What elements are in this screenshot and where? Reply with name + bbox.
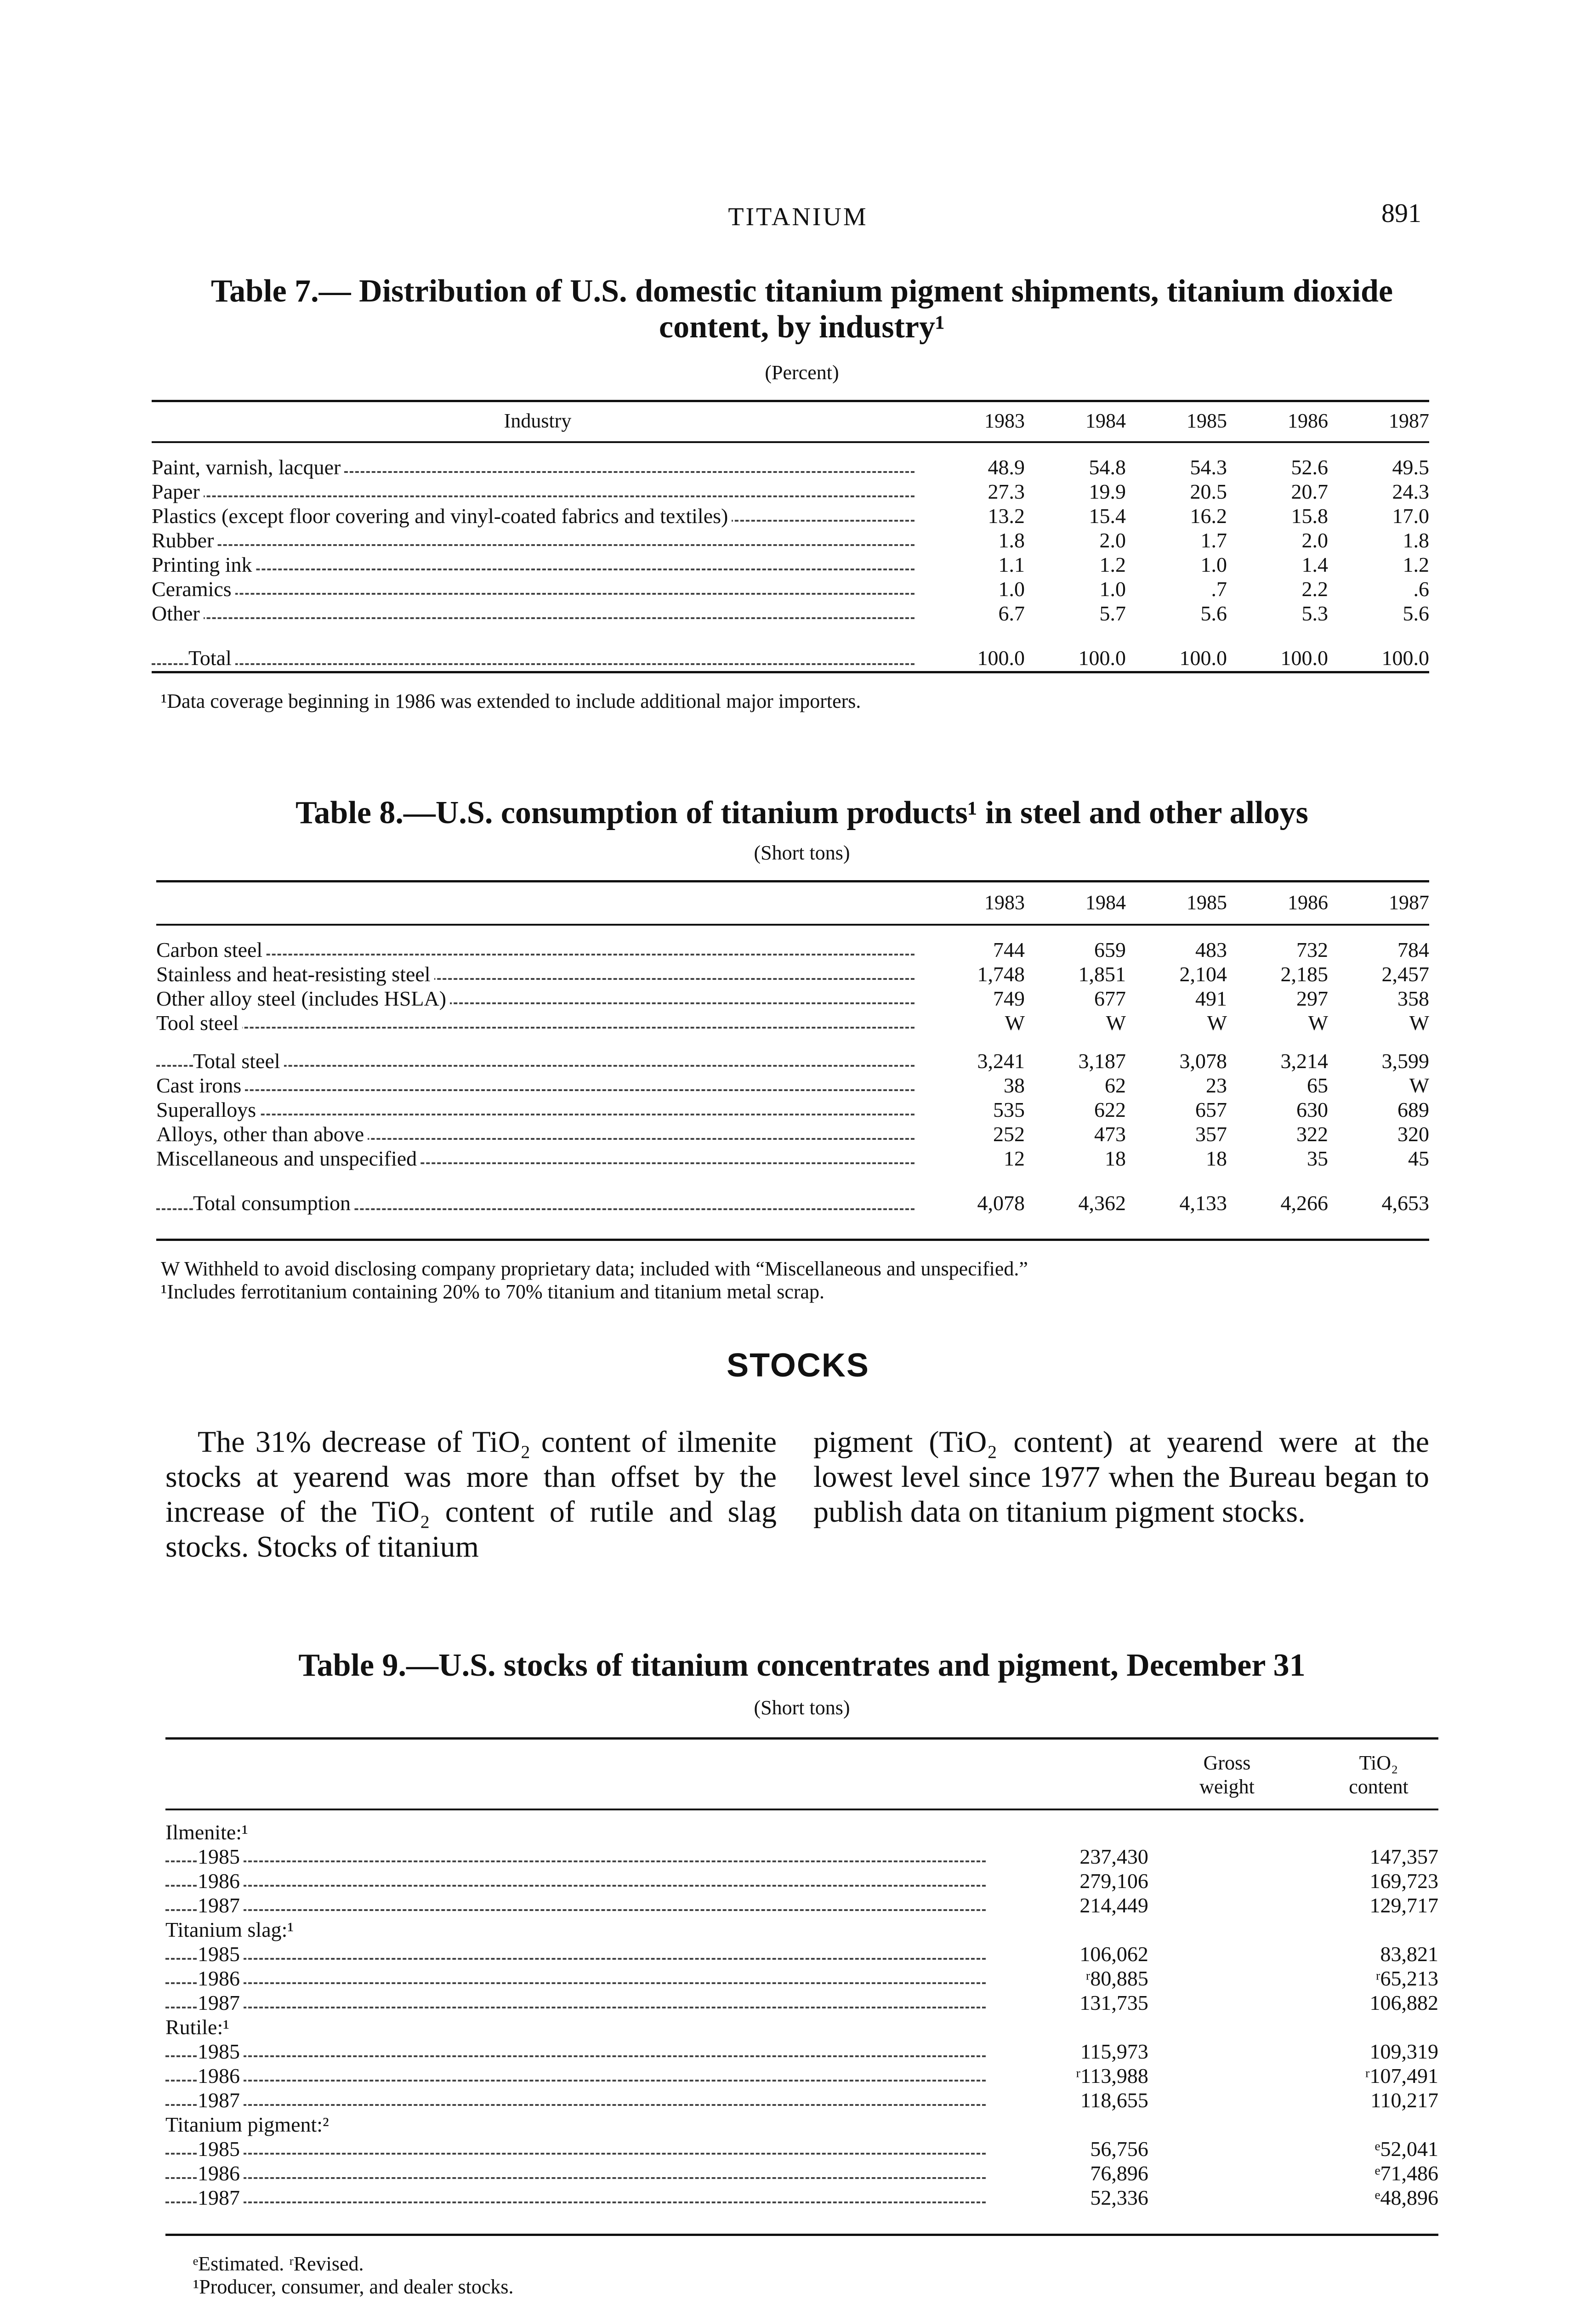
table9-unit: (Short tons) (754, 1696, 850, 1719)
table9-footnote-e-r: ᵉEstimated. ʳRevised. (193, 2252, 364, 2275)
cell-value: 62 (1105, 1074, 1126, 1097)
table9-year (165, 1893, 995, 1917)
cell-value: 3,599 (1381, 1049, 1429, 1073)
spacer-cell (156, 1035, 1429, 1049)
row-label (152, 479, 924, 504)
table9-year-text: 1987 (198, 1991, 244, 2014)
cell-value: 1.2 (1099, 553, 1126, 576)
table7-bottom-rule (152, 671, 1429, 673)
spacer-cell (152, 441, 1429, 455)
table9-gross-weight: 115,973 (1080, 2040, 1148, 2063)
table9-row (165, 1844, 1438, 1869)
table8-header-year: 1984 (1085, 891, 1126, 914)
cell-value: 677 (1094, 987, 1126, 1010)
cell-value: 2,457 (1381, 962, 1429, 986)
table9-header-tio2 (1323, 1751, 1434, 1799)
cell-value: 38 (1004, 1074, 1025, 1097)
cell-value: 3,214 (1280, 1049, 1328, 1073)
table9-title: Table 9.—U.S. stocks of titanium concentrates and pigment, December 31 (298, 1648, 1306, 1683)
table7-header-year: 1984 (1085, 410, 1126, 432)
table9-gross-weight: 76,896 (1090, 2161, 1148, 2185)
cell-value: 1.2 (1403, 553, 1429, 576)
row-label-text: Cast irons (156, 1074, 245, 1097)
cell-value: 12 (1004, 1147, 1025, 1170)
table9-year (165, 2064, 995, 2088)
row-label-text: Miscellaneous and unspecified (156, 1147, 420, 1170)
table9-row (165, 1942, 1438, 1966)
row-label-text: Carbon steel (156, 938, 266, 961)
table9-tio2-content: ᵉ71,486 (1374, 2161, 1438, 2185)
cell-value: 1.0 (1200, 553, 1227, 576)
table9-row (165, 2039, 1438, 2064)
table9-year-text: 1986 (198, 1967, 244, 1990)
cell-value: 732 (1296, 938, 1328, 961)
table9-header-tio2-line1: TiO₂ (1359, 1752, 1398, 1774)
table9-year (165, 2161, 995, 2185)
table9-tio2-content: 83,821 (1380, 1942, 1438, 1966)
table9-row (165, 2137, 1438, 2161)
cell-value: 659 (1094, 938, 1126, 961)
stocks-column-1: The 31% decrease of TiO₂ content of ilmenite stocks at yearend was more than offset by the increase of the TiO₂ content of rutile and slag stocks. Stocks of titanium (165, 1425, 777, 1564)
cell-value: 20.7 (1291, 480, 1328, 503)
table9-group-row (165, 2015, 1438, 2039)
table7-row (152, 552, 1429, 577)
table8-title: Table 8.—U.S. consumption of titanium products¹ in steel and other alloys (295, 795, 1308, 830)
cell-value: 744 (993, 938, 1025, 961)
cell-value: 3,241 (977, 1049, 1025, 1073)
table8-row (156, 938, 1429, 962)
cell-value: 2.0 (1301, 529, 1328, 552)
cell-value: 784 (1397, 938, 1429, 961)
cell-value: 100.0 (1078, 646, 1126, 670)
table7-footnote: ¹Data coverage beginning in 1986 was extended to include additional major importers. (161, 690, 861, 712)
cell-value: 54.8 (1089, 455, 1126, 479)
table8-row (156, 1049, 1429, 1073)
cell-value: 2.0 (1099, 529, 1126, 552)
table9-row (165, 2185, 1438, 2210)
spacer-row (156, 1171, 1429, 1189)
page-number: 891 (1381, 198, 1421, 228)
cell-value: 65 (1307, 1074, 1328, 1097)
cell-value: 5.6 (1200, 602, 1227, 625)
cell-value: 3,187 (1078, 1049, 1126, 1073)
row-label (152, 577, 924, 601)
stocks-heading: STOCKS (727, 1347, 869, 1384)
row-label-text: Paint, varnish, lacquer (152, 455, 344, 479)
table8-footnote-w: W Withheld to avoid disclosing company proprietary data; included with “Miscellaneous and unspecified.” (161, 1257, 1028, 1280)
cell-value: W (1106, 1011, 1126, 1035)
table9-header-gross-line2: weight (1199, 1775, 1255, 1798)
row-label (156, 1122, 924, 1146)
cell-value: 1.8 (1403, 529, 1429, 552)
table9-tio2-content: ʳ65,213 (1375, 1967, 1438, 1990)
cell-value: 52.6 (1291, 455, 1328, 479)
table9-year-text: 1987 (198, 2088, 244, 2112)
row-label-text: Total consumption (193, 1191, 354, 1215)
cell-value: 1.7 (1200, 529, 1227, 552)
table9-year (165, 1991, 995, 2015)
cell-value: 6.7 (998, 602, 1025, 625)
cell-value: 5.7 (1099, 602, 1126, 625)
table9-year-text: 1987 (198, 2186, 244, 2209)
cell-value: 4,078 (977, 1191, 1025, 1215)
cell-value: 18 (1206, 1147, 1227, 1170)
table7 (152, 402, 1429, 671)
table9-year-text: 1986 (198, 1869, 244, 1893)
table9-tio2-content: ᵉ52,041 (1374, 2137, 1438, 2161)
table9-year (165, 2137, 995, 2161)
table8-unit: (Short tons) (754, 842, 850, 864)
row-label (152, 644, 924, 671)
table7-header-industry: Industry (504, 410, 572, 432)
empty-cell (1300, 1917, 1438, 1942)
stocks-column-2: pigment (TiO₂ content) at yearend were at the lowest level since 1977 when the Bureau began to publish data on titanium pigment stocks. (813, 1425, 1429, 1529)
cell-value: W (1409, 1011, 1429, 1035)
cell-value: 49.5 (1392, 455, 1429, 479)
table7-row (152, 601, 1429, 626)
table9-row (165, 1893, 1438, 1917)
row-label (156, 1011, 924, 1035)
cell-value: 2,185 (1280, 962, 1328, 986)
cell-value: 473 (1094, 1122, 1126, 1146)
table9-gross-weight: 279,106 (1079, 1869, 1148, 1893)
table9-gross-weight: 52,336 (1090, 2186, 1148, 2209)
table9-gross-weight: ʳ80,885 (1085, 1967, 1148, 1990)
table9-year (165, 1966, 995, 1991)
row-label (156, 962, 924, 986)
table7-row (152, 504, 1429, 528)
cell-value: 35 (1307, 1147, 1328, 1170)
empty-cell (995, 2015, 1300, 2039)
cell-value: 20.5 (1190, 480, 1227, 503)
table9-footnote-1: ¹Producer, consumer, and dealer stocks. (193, 2275, 514, 2298)
table8-row (156, 962, 1429, 986)
row-label-text: Tool steel (156, 1011, 242, 1035)
table9-year-text: 1985 (198, 2137, 244, 2161)
cell-value: 100.0 (1179, 646, 1227, 670)
cell-value: 15.4 (1089, 504, 1126, 528)
table9-group-row (165, 1820, 1438, 1844)
table9-group-label: Rutile:¹ (165, 2015, 230, 2039)
cell-value: 252 (993, 1122, 1025, 1146)
table9-group-label: Titanium pigment:² (165, 2113, 329, 2136)
table9-gross-weight: 56,756 (1090, 2137, 1148, 2161)
table9-header-gross (1176, 1751, 1278, 1799)
table9-year (165, 1844, 995, 1869)
table8-header-year: 1986 (1288, 891, 1328, 914)
spacer-row (152, 441, 1429, 455)
empty-cell (1300, 1820, 1438, 1844)
cell-value: W (1207, 1011, 1227, 1035)
row-label-text: Rubber (152, 529, 217, 552)
table9-row (165, 2088, 1438, 2112)
table9-gross-weight: 106,062 (1079, 1942, 1148, 1966)
table9-year (165, 1942, 995, 1966)
spacer-cell (156, 1171, 1429, 1189)
table9-gross-weight: 214,449 (1079, 1894, 1148, 1917)
table9-year-text: 1986 (198, 2064, 244, 2088)
spacer-row (156, 1035, 1429, 1049)
table9-group-label: Titanium slag:¹ (165, 1918, 294, 1941)
empty-cell (995, 2112, 1300, 2137)
table9-year-text: 1987 (198, 1894, 244, 1917)
cell-value: 17.0 (1392, 504, 1429, 528)
cell-value: 45 (1408, 1147, 1429, 1170)
cell-value: 535 (993, 1098, 1025, 1121)
table9-tio2-content: 129,717 (1369, 1894, 1438, 1917)
row-label-text: Total (188, 646, 235, 670)
cell-value: 358 (1397, 987, 1429, 1010)
row-label-text: Stainless and heat-resisting steel (156, 962, 434, 986)
table7-row (152, 577, 1429, 601)
table9-tio2-content: ʳ107,491 (1365, 2064, 1438, 2088)
spacer-cell (152, 626, 1429, 644)
row-label (156, 986, 924, 1011)
cell-value: 322 (1296, 1122, 1328, 1146)
empty-cell (995, 1917, 1300, 1942)
cell-value: 4,133 (1179, 1191, 1227, 1215)
table8-header-year: 1985 (1187, 891, 1227, 914)
cell-value: 16.2 (1190, 504, 1227, 528)
cell-value: 4,653 (1381, 1191, 1429, 1215)
spacer-row (152, 626, 1429, 644)
table8-bottom-rule (156, 1239, 1429, 1241)
table9-row (165, 2161, 1438, 2185)
table8-row (156, 1073, 1429, 1098)
row-label (156, 1073, 924, 1098)
table7-header-year: 1983 (984, 410, 1025, 432)
row-label (156, 1049, 924, 1073)
cell-value: 27.3 (988, 480, 1025, 503)
table9-bottom-rule (165, 2234, 1438, 2236)
row-label-text: Superalloys (156, 1098, 260, 1121)
cell-value: 3,078 (1179, 1049, 1227, 1073)
table9-year-text: 1985 (198, 1845, 244, 1868)
table9 (165, 1820, 1438, 2210)
cell-value: 320 (1397, 1122, 1429, 1146)
cell-value: 2.2 (1301, 577, 1328, 601)
cell-value: 4,266 (1280, 1191, 1328, 1215)
cell-value: 1.8 (998, 529, 1025, 552)
row-label-text: Paper (152, 480, 204, 503)
table9-year-text: 1986 (198, 2161, 244, 2185)
table8-row (156, 986, 1429, 1011)
row-label-text: Other (152, 602, 204, 625)
table9-header-rule (165, 1809, 1438, 1810)
spacer-row (156, 924, 1429, 938)
table9-header-gross-line1: Gross (1203, 1752, 1251, 1774)
cell-value: 483 (1195, 938, 1227, 961)
table9-row (165, 1869, 1438, 1893)
spacer-cell (156, 924, 1429, 938)
table8-row (156, 1122, 1429, 1146)
table8-row (156, 1011, 1429, 1035)
table9-header-tio2-line2: content (1349, 1775, 1409, 1798)
cell-value: W (1005, 1011, 1025, 1035)
cell-value: 48.9 (988, 455, 1025, 479)
table9-gross-weight: 237,430 (1079, 1845, 1148, 1868)
cell-value: 1.4 (1301, 553, 1328, 576)
table8-row (156, 1146, 1429, 1171)
cell-value: W (1409, 1074, 1429, 1097)
row-label-text: Other alloy steel (includes HSLA) (156, 987, 450, 1010)
table9-tio2-content: 147,357 (1369, 1845, 1438, 1868)
table9-gross-weight: 131,735 (1079, 1991, 1148, 2014)
cell-value: 491 (1195, 987, 1227, 1010)
table9-tio2-content: 110,217 (1370, 2088, 1438, 2112)
table9-tio2-content: 169,723 (1369, 1869, 1438, 1893)
table7-row (152, 528, 1429, 552)
table9-tio2-content: 106,882 (1369, 1991, 1438, 2014)
cell-value: 1.0 (998, 577, 1025, 601)
cell-value: 1.1 (998, 553, 1025, 576)
table9-year (165, 1869, 995, 1893)
table9-year-text: 1985 (198, 1942, 244, 1966)
row-label (152, 504, 924, 528)
table9-tio2-content: 109,319 (1369, 2040, 1438, 2063)
table9-gross-weight: ʳ113,988 (1076, 2064, 1148, 2088)
cell-value: 5.3 (1301, 602, 1328, 625)
empty-cell (995, 1820, 1300, 1844)
table7-header-year: 1985 (1187, 410, 1227, 432)
cell-value: 18 (1105, 1147, 1126, 1170)
row-label (156, 1146, 924, 1171)
cell-value: 749 (993, 987, 1025, 1010)
cell-value: 689 (1397, 1098, 1429, 1121)
cell-value: 1,748 (977, 962, 1025, 986)
empty-cell (1300, 2112, 1438, 2137)
row-label-text: Printing ink (152, 553, 256, 576)
table7-title-line2: content, by industry¹ (659, 309, 945, 345)
table9-row (165, 2064, 1438, 2088)
cell-value: 5.6 (1403, 602, 1429, 625)
cell-value: .7 (1211, 577, 1227, 601)
cell-value: 100.0 (977, 646, 1025, 670)
table9-year (165, 2039, 995, 2064)
row-label-text: Alloys, other than above (156, 1122, 368, 1146)
table7-row (152, 479, 1429, 504)
table8 (156, 882, 1429, 1217)
table7-title (152, 273, 1452, 345)
row-label-text: Ceramics (152, 577, 235, 601)
table9-gross-weight: 118,655 (1080, 2088, 1148, 2112)
row-label (152, 455, 924, 479)
row-label-text: Plastics (except floor covering and vinyl-coated fabrics and textiles) (152, 504, 732, 528)
cell-value: 24.3 (1392, 480, 1429, 503)
empty-cell (1300, 2015, 1438, 2039)
cell-value: 657 (1195, 1098, 1227, 1121)
table8-header-year: 1987 (1389, 891, 1429, 914)
table9-group-row (165, 2112, 1438, 2137)
table7-unit: (Percent) (765, 361, 839, 384)
cell-value: 4,362 (1078, 1191, 1126, 1215)
cell-value: 622 (1094, 1098, 1126, 1121)
cell-value: .6 (1413, 577, 1429, 601)
cell-value: 1,851 (1078, 962, 1126, 986)
table9-top-rule (165, 1737, 1438, 1740)
cell-value: 357 (1195, 1122, 1227, 1146)
row-label (152, 601, 924, 626)
table7-header-year: 1987 (1389, 410, 1429, 432)
table8-footnote-1: ¹Includes ferrotitanium containing 20% to 70% titanium and titanium metal scrap. (161, 1280, 825, 1303)
cell-value: W (1308, 1011, 1328, 1035)
row-label (156, 938, 924, 962)
table8-total-row (156, 1189, 1429, 1217)
table8-header-blank (156, 882, 924, 924)
cell-value: 23 (1206, 1074, 1227, 1097)
table7-title-line1: Table 7.— Distribution of U.S. domestic titanium pigment shipments, titanium dioxide (210, 273, 1393, 309)
table8-row (156, 1098, 1429, 1122)
table7-total-row (152, 644, 1429, 671)
row-label (152, 552, 924, 577)
cell-value: 2,104 (1179, 962, 1227, 986)
table7-row (152, 455, 1429, 479)
row-label (156, 1189, 924, 1217)
cell-value: 1.0 (1099, 577, 1126, 601)
cell-value: 100.0 (1381, 646, 1429, 670)
row-label-text: Total steel (193, 1049, 284, 1073)
cell-value: 13.2 (988, 504, 1025, 528)
cell-value: 54.3 (1190, 455, 1227, 479)
table9-row (165, 1991, 1438, 2015)
cell-value: 19.9 (1089, 480, 1126, 503)
running-header: TITANIUM (728, 203, 868, 231)
cell-value: 630 (1296, 1098, 1328, 1121)
cell-value: 297 (1296, 987, 1328, 1010)
row-label (152, 528, 924, 552)
cell-value: 15.8 (1291, 504, 1328, 528)
table9-group-label: Ilmenite:¹ (165, 1820, 248, 1844)
table8-header-year: 1983 (984, 891, 1025, 914)
table9-group-row (165, 1917, 1438, 1942)
row-label (156, 1098, 924, 1122)
table9-row (165, 1966, 1438, 1991)
table7-header-year: 1986 (1288, 410, 1328, 432)
table9-year (165, 2088, 995, 2112)
table9-year-text: 1985 (198, 2040, 244, 2063)
table9-tio2-content: ᵉ48,896 (1374, 2186, 1438, 2209)
cell-value: 100.0 (1280, 646, 1328, 670)
table9-year (165, 2185, 995, 2210)
